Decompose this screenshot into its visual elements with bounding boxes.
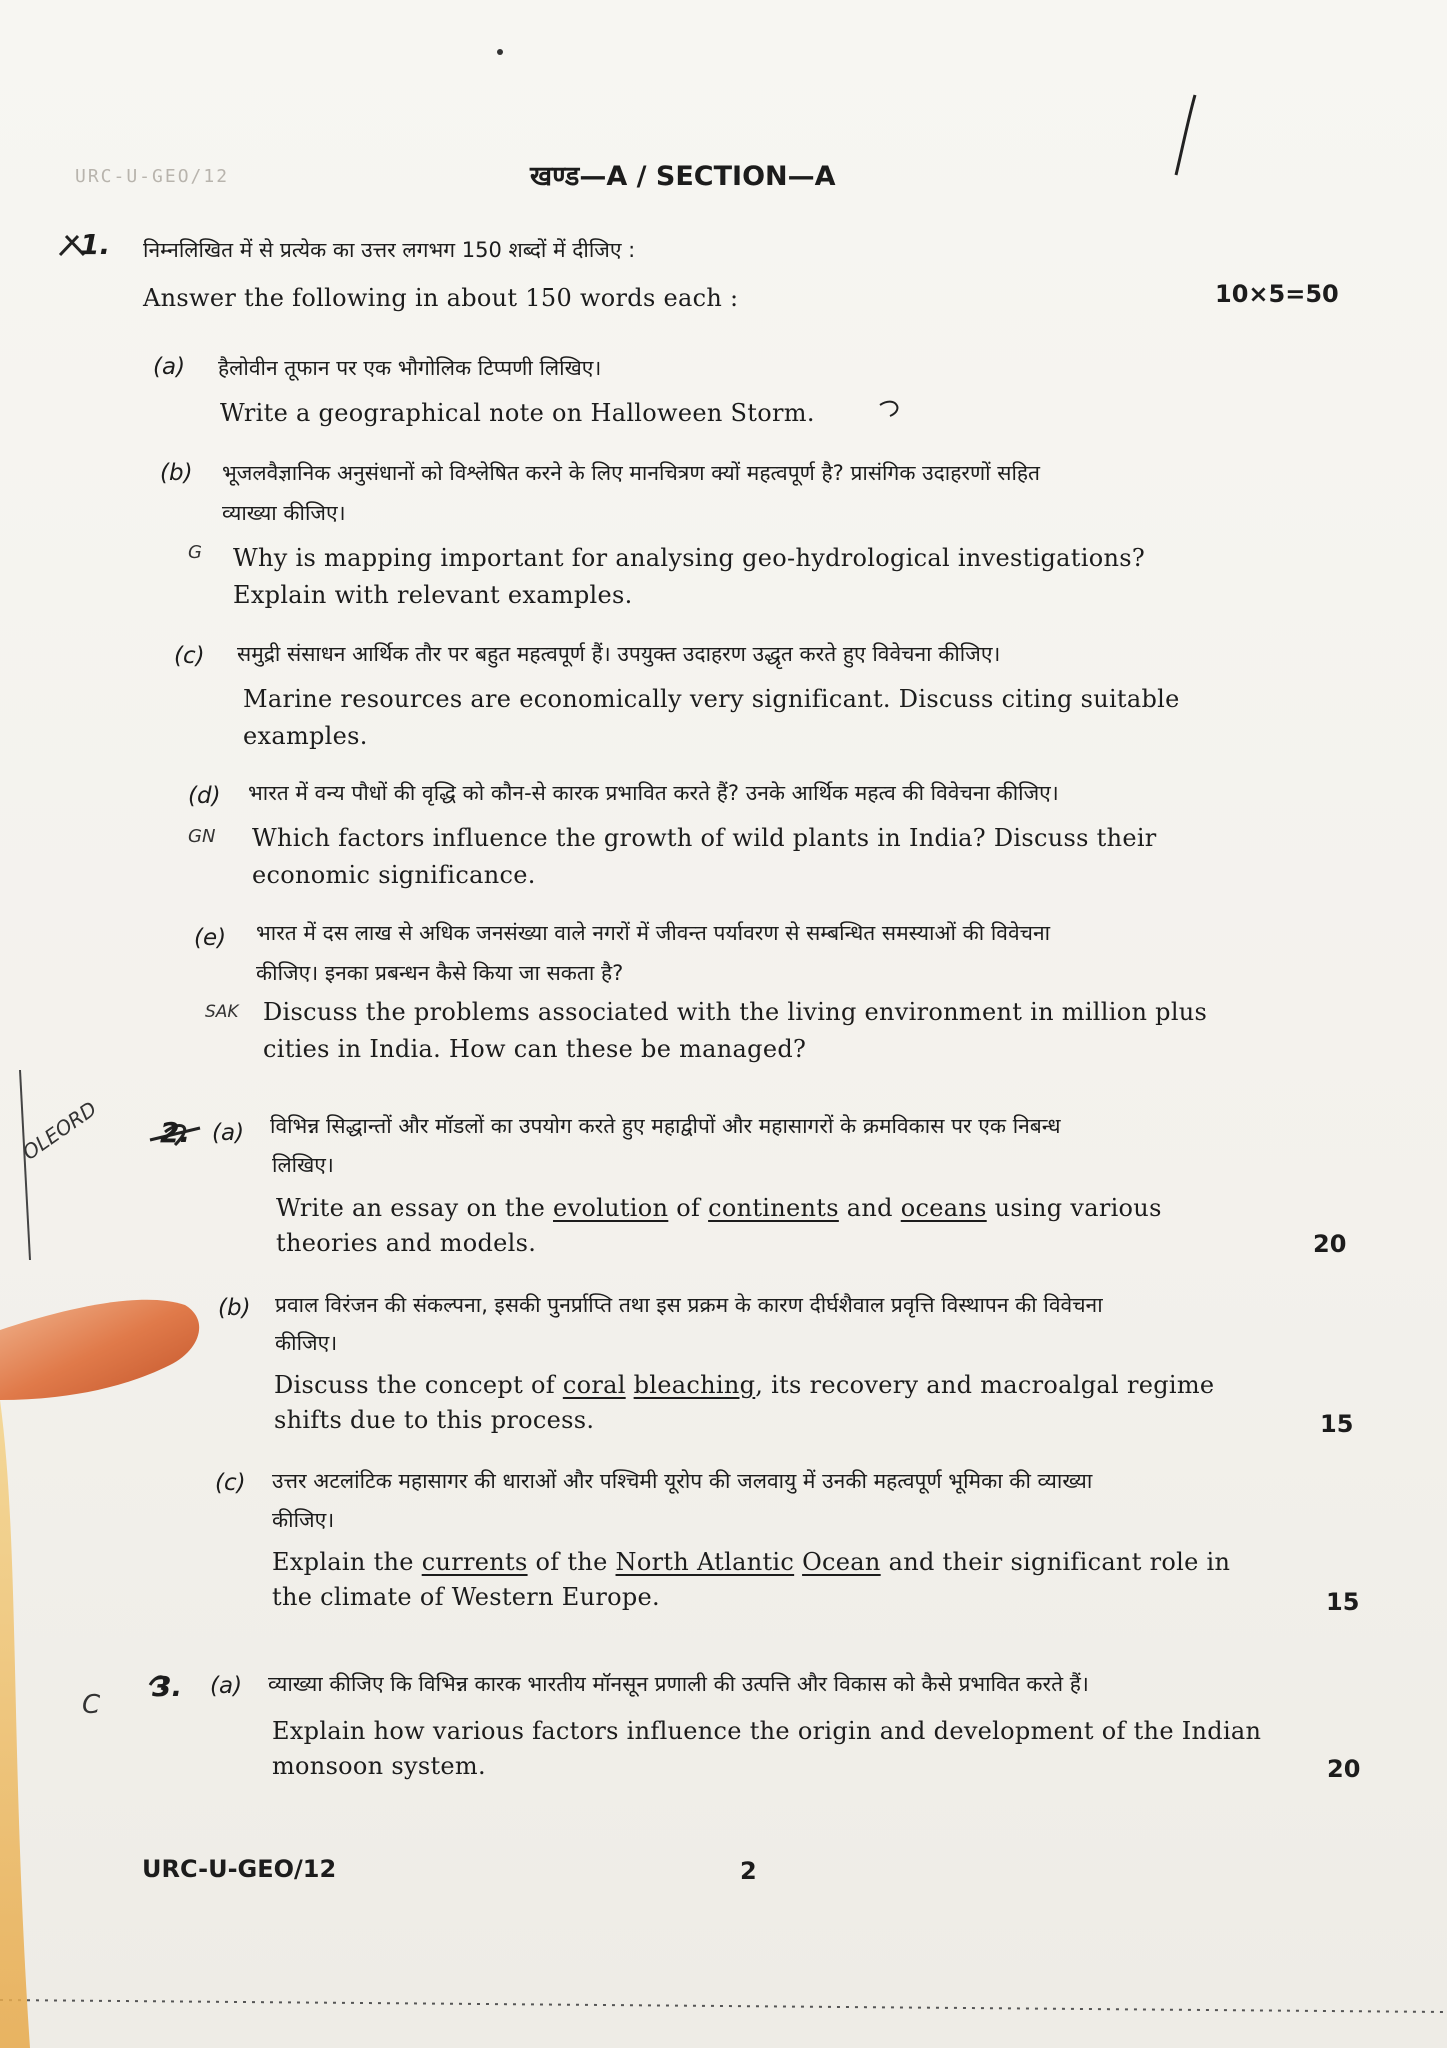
q1b-label: (b) xyxy=(160,460,193,486)
footer-paper-code: URC-U-GEO/12 xyxy=(142,1855,337,1883)
q1b-hindi-1: भूजलवैज्ञानिक अनुसंधानों को विश्लेषित करने के लिए मानचित्रण क्यों महत्वपूर्ण है? प्रासंगिक उदाहरणों सहित xyxy=(222,461,1041,485)
q2c-hindi-1: उत्तर अटलांटिक महासागर की धाराओं और पश्चिमी यूरोप की जलवायु में उनकी महत्वपूर्ण भूमिका की व्याख्या xyxy=(272,1469,1093,1493)
section-heading: खण्ड—A / SECTION—A xyxy=(530,161,836,192)
q1b-english-1: Why is mapping important for analysing geo-hydrological investigations? xyxy=(233,544,1145,572)
q2b-hindi-2: कीजिए। xyxy=(275,1331,338,1355)
q1c-hindi: समुद्री संसाधन आर्थिक तौर पर बहुत महत्वपूर्ण हैं। उपयुक्त उदाहरण उद्धृत करते हुए विवेचना कीजिए। xyxy=(237,642,1001,666)
q1-hindi: निम्नलिखित में से प्रत्येक का उत्तर लगभग 150 शब्दों में दीजिए : xyxy=(143,238,636,262)
q2c-hindi-2: कीजिए। xyxy=(272,1508,335,1532)
q3-handwritten-mark: C xyxy=(82,1690,101,1720)
q2a-english-1 xyxy=(276,1190,1162,1226)
q1e-label: (e) xyxy=(194,925,227,951)
q3a-label: (a) xyxy=(210,1673,243,1699)
q3a-hindi: व्याख्या कीजिए कि विभिन्न कारक भारतीय मॉनसून प्रणाली की उत्पत्ति और विकास को कैसे प्रभावित करते हैं। xyxy=(268,1672,1089,1696)
q1e-english-2: cities in India. How can these be managed? xyxy=(263,1035,807,1063)
q1c-english-2: examples. xyxy=(243,722,368,750)
q1b-handwritten-tag: G xyxy=(188,542,202,563)
q2c-en-mid1: of the xyxy=(527,1548,616,1576)
q2c-marks: 15 xyxy=(1326,1588,1360,1616)
q2b-english-2: shifts due to this process. xyxy=(274,1406,595,1434)
q2c-en-post: and their significant role in xyxy=(880,1548,1231,1576)
q2c-en-u3: Ocean xyxy=(802,1548,881,1576)
page-number: 2 xyxy=(740,1857,757,1885)
q2c-en-u2: North Atlantic xyxy=(615,1548,795,1576)
q1-marks: 10×5=50 xyxy=(1215,280,1339,308)
q2c-english-1 xyxy=(272,1544,1230,1580)
question-number-2: 2. xyxy=(160,1116,191,1149)
question-number-1: 1. xyxy=(80,228,111,261)
q1e-hindi-1: भारत में दस लाख से अधिक जनसंख्या वाले नगरों में जीवन्त पर्यावरण से सम्बन्धित समस्याओं की विवेचना xyxy=(256,921,1051,945)
q1a-label: (a) xyxy=(153,354,186,380)
q1d-label: (d) xyxy=(188,783,221,809)
q2a-english-2: theories and models. xyxy=(276,1229,537,1257)
q1a-hindi: हैलोवीन तूफान पर एक भौगोलिक टिप्पणी लिखिए। xyxy=(218,356,602,380)
q1b-hindi-2: व्याख्या कीजिए। xyxy=(222,501,346,525)
q2a-marks: 20 xyxy=(1313,1230,1347,1258)
q1-english: Answer the following in about 150 words each : xyxy=(143,284,739,312)
q1d-handwritten-tag: GN xyxy=(188,826,216,847)
margin-handwritten-word: OLEORD xyxy=(18,1096,102,1165)
q2b-marks: 15 xyxy=(1320,1410,1354,1438)
q2a-hindi-1: विभिन्न सिद्धान्तों और मॉडलों का उपयोग करते हुए महाद्वीपों और महासागरों के क्रमविकास पर एक निबन्ध xyxy=(270,1114,1061,1138)
q1d-english-1: Which factors influence the growth of wild plants in India? Discuss their xyxy=(252,824,1157,852)
q1d-english-2: economic significance. xyxy=(252,861,536,889)
q2b-en-u2: bleaching xyxy=(633,1371,756,1399)
q1c-label: (c) xyxy=(174,643,205,669)
q1e-hindi-2: कीजिए। इनका प्रबन्धन कैसे किया जा सकता है? xyxy=(256,961,624,985)
top-code: URC-U-GEO/12 xyxy=(75,166,230,187)
q2b-en-mid1 xyxy=(626,1371,634,1399)
q1e-handwritten-tag: SAK xyxy=(205,1002,239,1022)
q2a-en-mid2: and xyxy=(838,1194,901,1222)
q1c-english-1: Marine resources are economically very significant. Discuss citing suitable xyxy=(243,685,1180,713)
q2b-en-u1: coral xyxy=(562,1371,626,1399)
q2b-hindi-1: प्रवाल विरंजन की संकल्पना, इसकी पुनर्प्राप्ति तथा इस प्रक्रम के कारण दीर्घशैवाल प्रवृत्ति विस्थापन की विवेचना xyxy=(275,1293,1103,1317)
q2b-en-post: , its recovery and macroalgal regime xyxy=(755,1371,1215,1399)
q2a-en-mid1: of xyxy=(668,1194,709,1222)
q3a-marks: 20 xyxy=(1327,1755,1361,1783)
q2b-english-1 xyxy=(274,1367,1214,1403)
q1d-hindi: भारत में वन्य पौधों की वृद्धि को कौन-से कारक प्रभावित करते हैं? उनके आर्थिक महत्व की विवेचना कीजिए। xyxy=(248,781,1059,805)
q2a-en-pre: Write an essay on the xyxy=(276,1194,554,1222)
finger-photo-artifact xyxy=(0,1250,243,2048)
q2a-en-post: using various xyxy=(986,1194,1162,1222)
q2c-en-u1: currents xyxy=(421,1548,528,1576)
q2c-english-2: the climate of Western Europe. xyxy=(272,1583,660,1611)
q3a-english-1: Explain how various factors influence the origin and development of the Indian xyxy=(272,1717,1262,1745)
q2c-en-mid2 xyxy=(794,1548,802,1576)
q2a-en-u3: oceans xyxy=(900,1194,987,1222)
q1b-english-2: Explain with relevant examples. xyxy=(233,581,633,609)
q2a-en-u1: evolution xyxy=(553,1194,669,1222)
q1a-english: Write a geographical note on Halloween Storm. xyxy=(220,399,815,427)
q2a-label: (a) xyxy=(212,1120,245,1146)
q2b-label: (b) xyxy=(218,1295,251,1321)
q3a-english-2: monsoon system. xyxy=(272,1752,486,1780)
q2a-en-u2: continents xyxy=(708,1194,839,1222)
q2a-hindi-2: लिखिए। xyxy=(272,1153,334,1177)
q1e-english-1: Discuss the problems associated with the living environment in million plus xyxy=(263,998,1208,1026)
q2c-en-pre: Explain the xyxy=(272,1548,422,1576)
question-number-3: 3. xyxy=(152,1670,183,1703)
q2c-label: (c) xyxy=(215,1470,246,1496)
q2b-en-pre: Discuss the concept of xyxy=(274,1371,563,1399)
